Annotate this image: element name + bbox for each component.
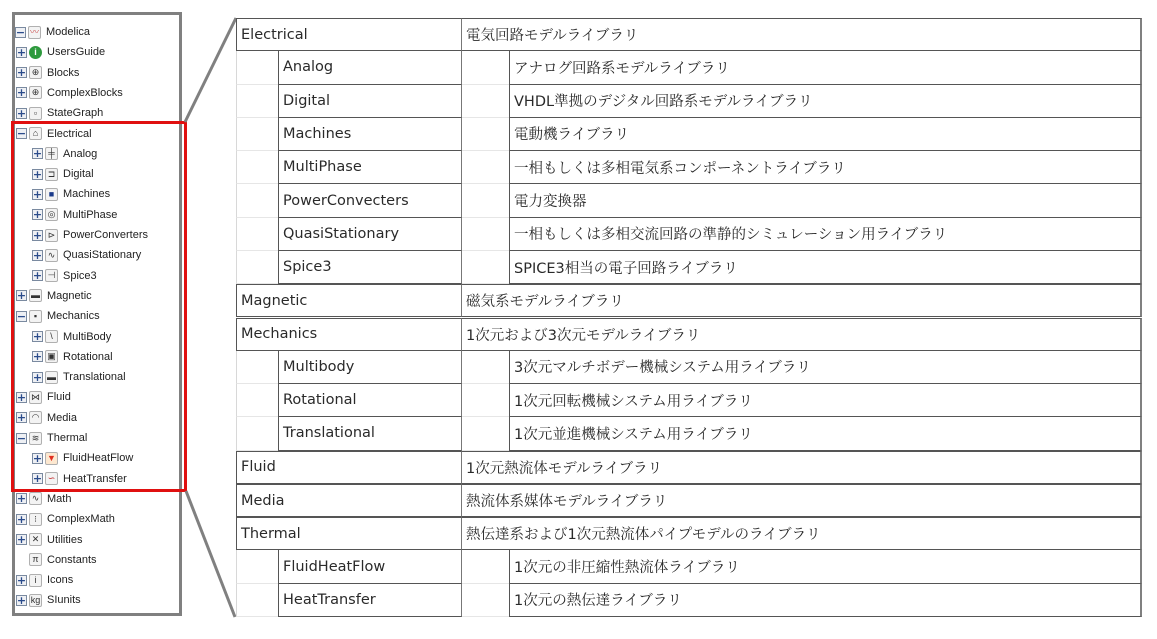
tree-item-label: Thermal <box>47 432 88 444</box>
tree-item-label: Translational <box>63 371 126 384</box>
tree-item-media[interactable] <box>16 409 77 426</box>
library-description-cell: 熱流体系媒体モデルライブラリ <box>462 484 1142 517</box>
library-name-cell: Media <box>236 484 462 517</box>
electrical-icon: ⌂ <box>29 127 42 140</box>
thermal-icon: ≋ <box>29 432 42 445</box>
expand-plus-icon[interactable]: + <box>16 45 27 59</box>
tree-item-label: Math <box>47 492 72 505</box>
indent-gutter <box>462 417 509 450</box>
info-icon: i <box>29 46 42 59</box>
indent-gutter <box>236 151 278 184</box>
math-icon: ∿ <box>29 492 42 505</box>
sublibrary-name-cell: PowerConvecters <box>278 184 462 217</box>
expand-plus-icon[interactable]: + <box>16 289 27 303</box>
mechanics-icon: ▪ <box>29 310 42 323</box>
table-row <box>236 451 1142 484</box>
icons-icon: i <box>29 574 42 587</box>
tree-item-digital[interactable] <box>32 166 94 183</box>
tree-item-translational[interactable] <box>32 369 126 386</box>
tree-item-fluidheatflow[interactable] <box>32 450 133 467</box>
tree-item-label: Electrical <box>47 127 92 140</box>
tree-item-label: UsersGuide <box>47 46 106 59</box>
table-row <box>236 284 1142 317</box>
tree-item-mechanics[interactable] <box>16 308 100 325</box>
sublibrary-name-cell: FluidHeatFlow <box>278 550 462 583</box>
sublibrary-name-cell: MultiPhase <box>278 151 462 184</box>
expand-plus-icon[interactable]: + <box>16 106 27 120</box>
tree-item-blocks[interactable] <box>16 64 79 81</box>
tree-item-utilities[interactable] <box>16 531 82 548</box>
indent-gutter <box>462 85 509 118</box>
collapse-minus-icon[interactable]: − <box>15 25 26 39</box>
tree-item-spice3[interactable] <box>32 267 97 284</box>
indent-gutter <box>236 218 278 251</box>
indent-gutter <box>236 118 278 151</box>
sublibrary-description-cell: 電力変換器 <box>509 184 1142 217</box>
tree-item-constants[interactable] <box>16 551 97 568</box>
expand-plus-icon[interactable]: + <box>32 187 43 201</box>
tree-item-label: SIunits <box>47 594 81 607</box>
expand-plus-icon[interactable]: + <box>32 472 43 486</box>
table-subrow <box>236 184 1142 217</box>
analog-icon: ╪ <box>45 147 58 160</box>
tree-item-label: ComplexMath <box>47 513 115 526</box>
lower-connector-line <box>186 491 235 617</box>
indent-gutter <box>462 151 509 184</box>
complex-blocks-icon: ⊕ <box>29 86 42 99</box>
expand-plus-icon[interactable]: + <box>16 411 27 425</box>
sublibrary-description-cell: SPICE3相当の電子回路ライブラリ <box>509 251 1142 284</box>
tree-item-label: Rotational <box>63 350 113 363</box>
machines-icon: ■ <box>45 188 58 201</box>
table-subrow <box>236 51 1142 84</box>
tree-item-label: Constants <box>47 553 97 566</box>
expand-plus-icon[interactable]: + <box>32 330 43 343</box>
table-subrow <box>236 251 1142 284</box>
tree-item-label: Machines <box>63 188 111 201</box>
multibody-icon: \ <box>45 330 58 343</box>
sublibrary-name-cell: Analog <box>278 51 462 84</box>
complex-math-icon: ⁝ <box>29 513 42 526</box>
tree-item-label: Magnetic <box>47 289 92 302</box>
tree-item-label: FluidHeatFlow <box>63 452 134 465</box>
expand-plus-icon[interactable]: + <box>16 512 27 526</box>
fluid-heat-flow-icon: ▼ <box>45 452 58 465</box>
tree-item-complexblocks[interactable] <box>16 84 123 101</box>
tree-item-label: Mechanics <box>47 310 100 323</box>
tree-item-label: Fluid <box>47 391 71 404</box>
indent-gutter <box>462 218 509 251</box>
tree-item-complexmath[interactable] <box>16 511 115 528</box>
expand-plus-icon[interactable]: + <box>32 208 43 222</box>
table-subrow <box>236 550 1142 583</box>
tree-item-label: HeatTransfer <box>63 472 127 485</box>
tree-item-siunits[interactable] <box>16 592 81 609</box>
indent-gutter <box>462 118 509 151</box>
library-name-cell: Mechanics <box>236 318 462 351</box>
expand-plus-icon[interactable]: + <box>16 492 27 506</box>
sublibrary-description-cell: VHDL準拠のデジタル回路系モデルライブラリ <box>509 85 1142 118</box>
tree-item-label: Media <box>47 411 77 424</box>
tree-item-multiphase[interactable] <box>32 206 117 223</box>
indent-gutter <box>462 251 509 284</box>
tree-item-label: MultiPhase <box>63 208 118 221</box>
expand-plus-icon[interactable]: + <box>32 167 43 181</box>
siunits-icon: kg <box>30 594 41 605</box>
expand-plus-icon[interactable]: + <box>16 573 27 587</box>
indent-gutter <box>236 550 278 583</box>
sublibrary-description-cell: 1次元回転機械システム用ライブラリ <box>509 384 1142 417</box>
magnetic-icon: ▬ <box>31 290 40 301</box>
modelica-icon: 〰 <box>29 26 39 37</box>
expand-plus-icon[interactable]: + <box>16 390 27 404</box>
library-description-cell: 熱伝達系および1次元熱流体パイプモデルのライブラリ <box>462 517 1142 550</box>
tree-item-label: Icons <box>47 574 74 587</box>
indent-gutter <box>462 51 509 84</box>
library-name-cell: Thermal <box>236 517 462 550</box>
sublibrary-name-cell: Multibody <box>278 351 462 384</box>
state-graph-icon: ▫ <box>29 107 42 120</box>
collapse-minus-icon[interactable]: − <box>16 431 27 445</box>
library-description-cell: 磁気系モデルライブラリ <box>462 284 1142 317</box>
sublibrary-name-cell: Machines <box>278 118 462 151</box>
indent-gutter <box>236 351 278 384</box>
expand-plus-icon[interactable]: + <box>16 593 27 607</box>
expand-plus-icon[interactable]: + <box>32 350 43 364</box>
table-row <box>236 18 1142 51</box>
table-subrow <box>236 384 1142 417</box>
tree-item-multibody[interactable] <box>32 328 111 345</box>
tree-item-usersguide[interactable] <box>16 44 105 61</box>
indent-gutter <box>236 384 278 417</box>
tree-item-quasistationary[interactable] <box>32 247 141 264</box>
tree-item-label: Spice3 <box>63 269 97 282</box>
tree-item-heattransfer[interactable] <box>32 470 127 487</box>
tree-item-label: Blocks <box>47 66 80 79</box>
indent-gutter <box>236 85 278 118</box>
quasi-stationary-icon: ∿ <box>45 249 58 262</box>
library-name-cell: Magnetic <box>236 284 462 317</box>
tree-item-modelica[interactable] <box>15 24 90 41</box>
sublibrary-name-cell: Digital <box>278 85 462 118</box>
fluid-icon: ⋈ <box>31 391 40 402</box>
tree-item-machines[interactable] <box>32 186 110 203</box>
expand-plus-icon[interactable]: + <box>32 269 43 283</box>
spice3-icon: ⊣ <box>45 269 58 282</box>
indent-gutter <box>236 584 278 617</box>
tree-item-label: Modelica <box>46 26 91 38</box>
sublibrary-description-cell: 一相もしくは多相交流回路の準静的シミュレーション用ライブラリ <box>509 218 1142 251</box>
table-subrow <box>236 118 1142 151</box>
tree-item-magnetic[interactable] <box>16 287 92 304</box>
tree-item-fluid[interactable] <box>16 389 71 406</box>
indent-gutter <box>462 584 509 617</box>
library-name-cell: Fluid <box>236 451 462 484</box>
table-subrow <box>236 417 1142 450</box>
constants-icon: π <box>29 553 42 566</box>
sublibrary-name-cell: Spice3 <box>278 251 462 284</box>
expand-plus-icon[interactable]: + <box>32 228 43 242</box>
table-subrow <box>236 584 1142 617</box>
tree-item-analog[interactable] <box>32 145 97 162</box>
table-row <box>236 484 1142 517</box>
utilities-icon: ✕ <box>29 533 42 546</box>
tree-item-label: Analog <box>63 147 98 160</box>
table-row <box>236 318 1142 351</box>
sublibrary-description-cell: 一相もしくは多相電気系コンポーネントライブラリ <box>509 151 1142 184</box>
tree-item-stategraph[interactable] <box>16 105 103 122</box>
indent-gutter <box>462 184 509 217</box>
sublibrary-description-cell: 電動機ライブラリ <box>509 118 1142 151</box>
tree-item-icons[interactable] <box>16 572 73 589</box>
sublibrary-name-cell: HeatTransfer <box>278 584 462 617</box>
expand-plus-icon[interactable]: + <box>16 533 27 546</box>
expand-plus-icon[interactable]: + <box>16 86 27 100</box>
media-icon: ◠ <box>29 411 42 424</box>
indent-gutter <box>236 51 278 84</box>
sublibrary-description-cell: 3次元マルチボデー機械システム用ライブラリ <box>509 351 1142 384</box>
collapse-minus-icon[interactable]: − <box>16 127 27 140</box>
sublibrary-description-cell: アナログ回路系モデルライブラリ <box>509 51 1142 84</box>
tree-item-label: ComplexBlocks <box>47 86 123 99</box>
tree-item-label: Utilities <box>47 533 83 546</box>
table-subrow <box>236 351 1142 384</box>
blocks-icon: ⊕ <box>29 66 42 79</box>
indent-gutter <box>462 384 509 417</box>
tree-item-math[interactable] <box>16 490 71 507</box>
library-description-cell: 1次元熱流体モデルライブラリ <box>462 451 1142 484</box>
translational-icon: ▬ <box>47 371 56 382</box>
table-row <box>236 517 1142 550</box>
tree-item-label: MultiBody <box>63 330 112 343</box>
tree-item-electrical[interactable] <box>16 125 92 142</box>
expand-plus-icon[interactable]: + <box>32 147 43 161</box>
tree-item-label: QuasiStationary <box>63 249 142 262</box>
expand-plus-icon[interactable]: + <box>16 66 27 80</box>
multiphase-icon: ◎ <box>45 208 58 221</box>
rotational-icon: ▣ <box>45 350 58 363</box>
indent-gutter <box>236 251 278 284</box>
library-description-cell: 1次元および3次元モデルライブラリ <box>462 318 1142 351</box>
table-subrow <box>236 151 1142 184</box>
tree-item-rotational[interactable] <box>32 348 113 365</box>
indent-gutter <box>236 184 278 217</box>
collapse-minus-icon[interactable]: − <box>16 309 27 323</box>
library-name-cell: Electrical <box>236 18 462 51</box>
sublibrary-name-cell: Translational <box>278 417 462 450</box>
indent-gutter <box>236 417 278 450</box>
power-converters-icon: ⊳ <box>45 229 58 242</box>
sublibrary-name-cell: QuasiStationary <box>278 218 462 251</box>
expand-plus-icon[interactable]: + <box>32 370 43 384</box>
expand-plus-icon[interactable]: + <box>32 451 43 465</box>
indent-gutter <box>462 351 509 384</box>
library-description-cell: 電気回路モデルライブラリ <box>462 18 1142 51</box>
indent-gutter <box>462 550 509 583</box>
upper-connector-line <box>185 18 236 122</box>
tree-item-label: PowerConverters <box>63 229 148 241</box>
sublibrary-description-cell: 1次元の非圧縮性熱流体ライブラリ <box>509 550 1142 583</box>
table-subrow <box>236 85 1142 118</box>
tree-item-label: Digital <box>63 168 94 181</box>
tree-item-powerconverters[interactable] <box>32 227 148 244</box>
sublibrary-description-cell: 1次元並進機械システム用ライブラリ <box>509 417 1142 450</box>
table-subrow <box>236 218 1142 251</box>
tree-item-thermal[interactable] <box>16 430 87 447</box>
tree-item-label: StateGraph <box>47 107 104 120</box>
sublibrary-description-cell: 1次元の熱伝達ライブラリ <box>509 584 1142 617</box>
expand-plus-icon[interactable]: + <box>32 248 43 262</box>
digital-icon: ⊐ <box>45 168 58 181</box>
library-description-table <box>236 18 1142 617</box>
heat-transfer-icon: ∽ <box>45 472 58 485</box>
sublibrary-name-cell: Rotational <box>278 384 462 417</box>
